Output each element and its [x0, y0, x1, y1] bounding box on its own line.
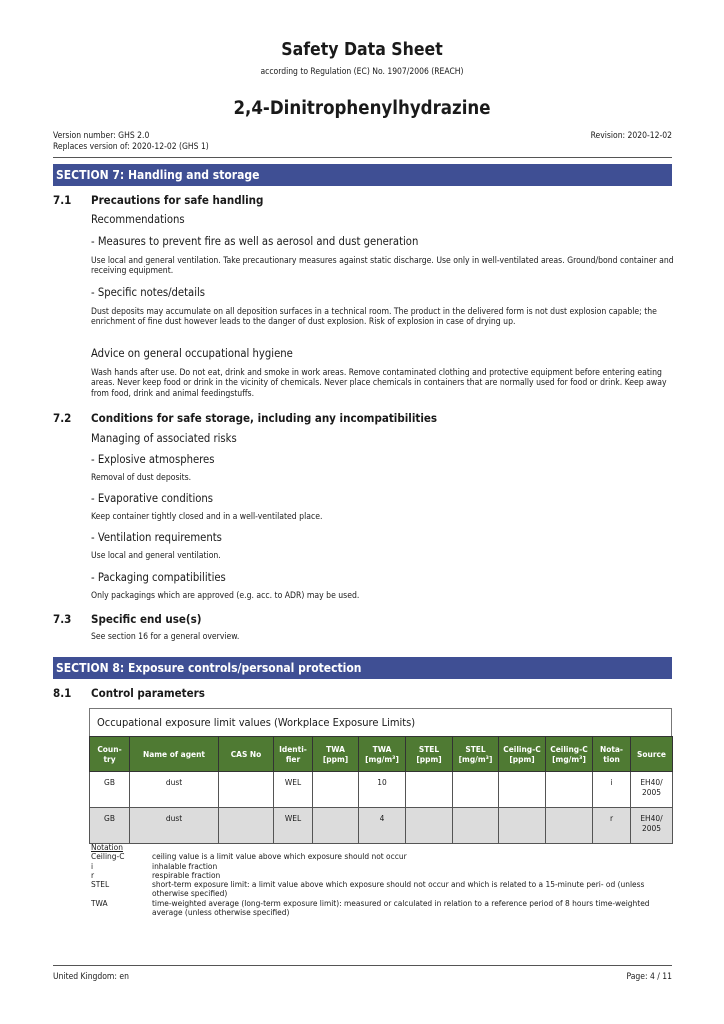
column-header-ceiling-mg: Ceiling-C [mg/m³] [546, 737, 593, 772]
cell-ceiling-mg [546, 772, 593, 808]
cell-notation: r [593, 808, 631, 844]
notation-desc: ceiling value is a limit value above which exposure should not occur [152, 851, 407, 862]
notation-desc: inhalable fraction [152, 860, 218, 871]
subsection-8-1-heading [53, 686, 205, 700]
cell-stel-ppm [406, 772, 453, 808]
subsection-number: 7.2 [53, 411, 72, 425]
cell-ceiling-mg [546, 808, 593, 844]
cell-ceiling-ppm [499, 772, 546, 808]
cell-stel-mg [453, 772, 499, 808]
subsection-7-1-heading [53, 193, 263, 207]
notation-abbr: STEL [91, 879, 110, 890]
header-divider [53, 157, 672, 158]
recommendations-heading: Recommendations [91, 213, 185, 226]
table-row [90, 808, 673, 844]
footer-divider [53, 965, 672, 966]
footer-locale: United Kingdom: en [53, 972, 129, 982]
exposure-limits-table [89, 736, 673, 844]
column-header-twa-mg: TWA [mg/m³] [359, 737, 406, 772]
ventilation-heading: - Ventilation requirements [91, 531, 222, 544]
specific-notes-heading: - Specific notes/details [91, 286, 206, 299]
hygiene-heading: Advice on general occupational hygiene [91, 347, 293, 360]
cell-agent: dust [130, 772, 219, 808]
cell-identifier: WEL [274, 772, 313, 808]
notation-desc: respirable fraction [152, 869, 221, 880]
column-header-twa-ppm: TWA [ppm] [313, 737, 359, 772]
subsection-7-2-heading [53, 411, 437, 425]
column-header-cas: CAS No [219, 737, 274, 772]
page-number: Page: 4 / 11 [626, 972, 672, 982]
notation-item [91, 899, 676, 918]
notation-desc: time-weighted average (long-term exposure limit): measured or calculated in relation to a reference period of 8 hours time-weighted average (unless otherwise specified) [152, 897, 650, 918]
subsection-number: 7.3 [53, 612, 72, 626]
column-header-country: Coun- try [90, 737, 130, 772]
fire-measures-heading: - Measures to prevent fire as well as aerosol and dust generation [91, 235, 419, 248]
cell-twa-mg: 4 [359, 808, 406, 844]
explosive-atmospheres-text: Removal of dust deposits. [91, 473, 192, 483]
cell-twa-mg: 10 [359, 772, 406, 808]
notation-title: Notation [91, 842, 123, 852]
column-header-stel-ppm: STEL [ppm] [406, 737, 453, 772]
hygiene-text: Wash hands after use. Do not eat, drink and smoke in work areas. Remove contaminated clothing and protective equipment before entering eating areas. Never keep food or drink in the vicinity of chemicals. Never place chemicals in containers that are normally used for food or drink. Keep away from food, drink and animal feedingstuffs. [91, 368, 667, 399]
specific-notes-text: Dust deposits may accumulate on all deposition surfaces in a technical room. The product in the delivered form is not dust explosion capable; the enrichment of fine dust however leads to the danger of dust explosion. Risk of explosion in case of drying up. [91, 307, 657, 328]
cell-identifier: WEL [274, 808, 313, 844]
subsection-title: Precautions for safe handling [91, 193, 264, 207]
product-name: 2,4-Dinitrophenylhydrazine [233, 98, 491, 119]
notation-item [91, 880, 676, 899]
column-header-agent: Name of agent [130, 737, 219, 772]
evaporative-heading: - Evaporative conditions [91, 492, 214, 505]
cell-ceiling-ppm [499, 808, 546, 844]
cell-country: GB [90, 808, 130, 844]
replaces-version: Replaces version of: 2020-12-02 (GHS 1) [53, 142, 209, 152]
cell-country: GB [90, 772, 130, 808]
fire-measures-text: Use local and general ventilation. Take precautionary measures against static discharge. Use only in well-ventilated areas. Ground/bond container and receiving equipment. [91, 256, 674, 277]
notation-abbr: Ceiling-C [91, 851, 125, 862]
column-header-source: Source [631, 737, 673, 772]
section-8-header: SECTION 8: Exposure controls/personal protection [53, 657, 672, 679]
subsection-7-3-heading [53, 612, 202, 626]
cell-twa-ppm [313, 772, 359, 808]
notation-desc: short-term exposure limit: a limit value above which exposure should not occur and which is related to a 15-minute peri- od (unless otherwise specified) [152, 879, 645, 899]
cell-agent: dust [130, 808, 219, 844]
column-header-identifier: Identi- fier [274, 737, 313, 772]
version-info [53, 131, 209, 153]
ventilation-text: Use local and general ventilation. [91, 551, 221, 561]
cell-cas [219, 772, 274, 808]
cell-source: EH40/ 2005 [631, 808, 673, 844]
cell-notation: i [593, 772, 631, 808]
notation-abbr: r [91, 869, 95, 880]
cell-stel-mg [453, 808, 499, 844]
packaging-text: Only packagings which are approved (e.g. acc. to ADR) may be used. [91, 591, 360, 601]
notation-legend [91, 843, 676, 917]
cell-source: EH40/ 2005 [631, 772, 673, 808]
cell-twa-ppm [313, 808, 359, 844]
revision-date: Revision: 2020-12-02 [590, 131, 672, 141]
document-title: Safety Data Sheet [281, 40, 443, 60]
explosive-atmospheres-heading: - Explosive atmospheres [91, 453, 215, 466]
column-header-ceiling-ppm: Ceiling-C [ppm] [499, 737, 546, 772]
end-use-text: See section 16 for a general overview. [91, 632, 240, 642]
table-header-row [90, 737, 673, 772]
column-header-stel-mg: STEL [mg/m³] [453, 737, 499, 772]
oel-table-caption: Occupational exposure limit values (Workplace Exposure Limits) [89, 708, 672, 736]
notation-abbr: i [91, 860, 94, 871]
subsection-title: Control parameters [91, 686, 205, 700]
cell-stel-ppm [406, 808, 453, 844]
subsection-title: Specific end use(s) [91, 612, 202, 626]
cell-cas [219, 808, 274, 844]
table-row [90, 772, 673, 808]
managing-risks-heading: Managing of associated risks [91, 432, 237, 445]
subsection-title: Conditions for safe storage, including any incompatibilities [91, 411, 438, 425]
subsection-number: 8.1 [53, 686, 72, 700]
section-7-header: SECTION 7: Handling and storage [53, 164, 672, 186]
subsection-number: 7.1 [53, 193, 72, 207]
notation-abbr: TWA [91, 897, 108, 908]
packaging-heading: - Packaging compatibilities [91, 571, 226, 584]
version-number: Version number: GHS 2.0 [53, 131, 150, 141]
evaporative-text: Keep container tightly closed and in a well-ventilated place. [91, 512, 323, 522]
column-header-notation: Nota- tion [593, 737, 631, 772]
document-subtitle: according to Regulation (EC) No. 1907/2006 (REACH) [260, 67, 464, 77]
